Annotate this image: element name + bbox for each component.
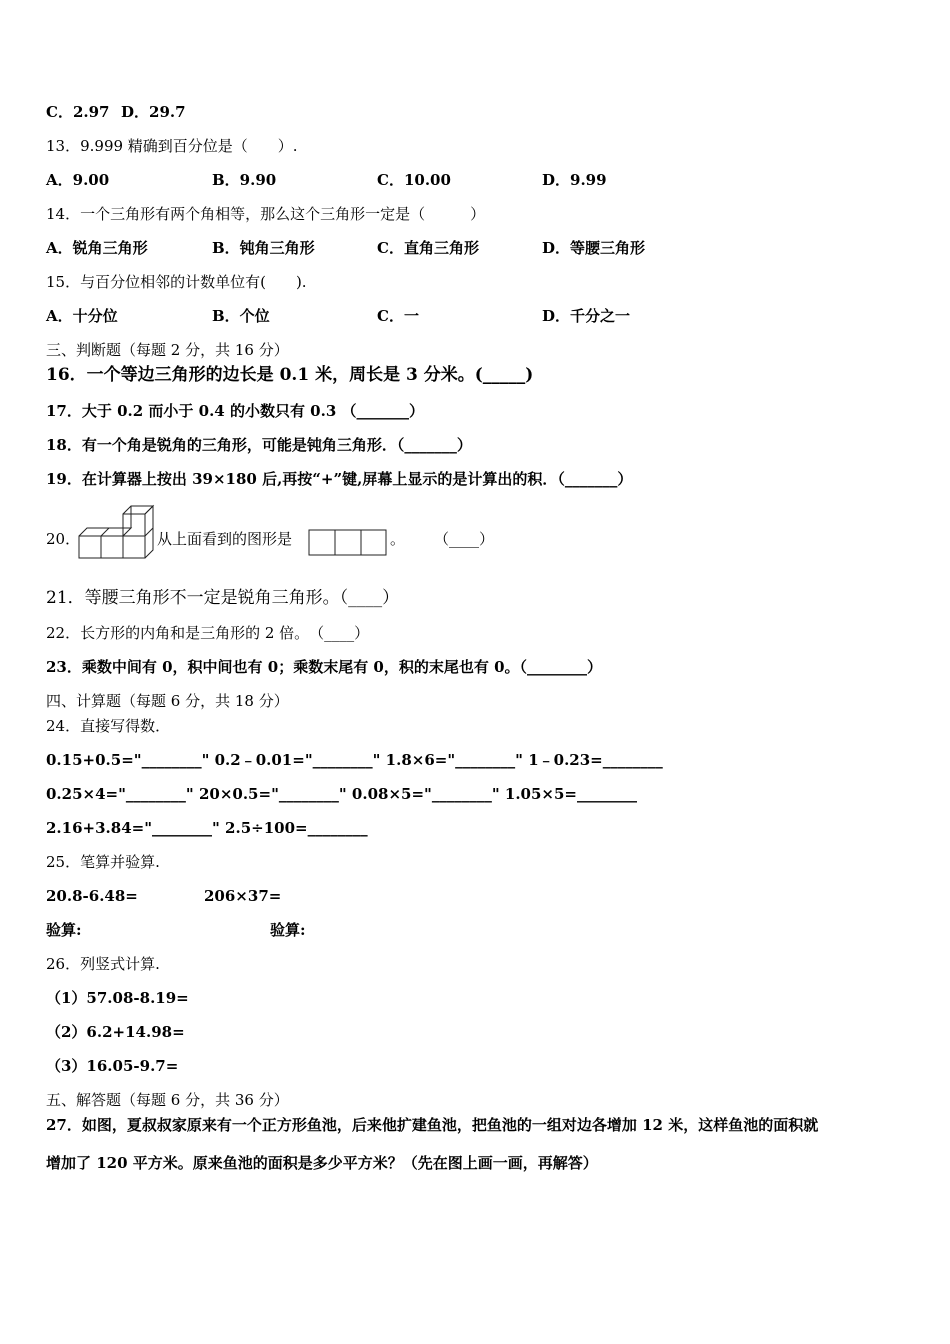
q17: 17．大于 0.2 而小于 0.4 的小数只有 0.3 （_______） [46, 402, 424, 420]
q15-option-c: C．一 [377, 307, 419, 325]
q22: 22．长方形的内角和是三角形的 2 倍。 （____） [46, 624, 370, 642]
q13-stem: 13．9.999 精确到百分位是（ ）. [46, 137, 298, 155]
q14-option-d: D．等腰三角形 [542, 239, 646, 257]
q20-blank: （____） [434, 530, 495, 548]
q15-option-a: A．十分位 [46, 307, 118, 325]
q14-option-c: C．直角三角形 [377, 239, 479, 257]
section-5-title: 五、解答题（每题 6 分，共 36 分） [46, 1091, 289, 1109]
q14-option-b: B．钝角三角形 [212, 239, 315, 257]
q26-part-3: （3）16.05-9.7= [46, 1057, 179, 1075]
q25-check-2: 验算: [270, 921, 306, 939]
q19: 19．在计算器上按出 39×180 后,再按“+”键,屏幕上显示的是计算出的积．（_______） [46, 470, 633, 488]
section-4-title: 四、计算题（每题 6 分，共 18 分） [46, 692, 289, 710]
q13-option-a: A．9.00 [46, 171, 110, 189]
q25-check-1: 验算: [46, 921, 82, 939]
q15-stem: 15．与百分位相邻的计数单位有( ). [46, 273, 307, 291]
q15-option-d: D．千分之一 [542, 307, 631, 325]
q25-expr-1: 20.8-6.48= [46, 887, 138, 905]
q27-line-2: 增加了 120 平方米。原来鱼池的面积是多少平方米？（先在图上画一画，再解答） [46, 1154, 598, 1172]
top-view-figure [308, 529, 388, 557]
q24-row-3: 2.16+3.84="________" 2.5÷100=________ [46, 819, 368, 837]
q13-option-b: B．9.90 [212, 171, 277, 189]
q26-part-2: （2）6.2+14.98= [46, 1023, 185, 1041]
q23: 23．乘数中间有 0，积中间也有 0；乘数末尾有 0，积的末尾也有 0。（________） [46, 658, 603, 676]
q14-stem: 14．一个三角形有两个角相等，那么这个三角形一定是（ ） [46, 205, 486, 223]
q20-text: 从上面看到的图形是 [157, 530, 293, 548]
q25-expr-2: 206×37= [204, 887, 282, 905]
q15-option-b: B．个位 [212, 307, 270, 325]
q25-stem: 25．笔算并验算. [46, 853, 160, 871]
q18: 18．有一个角是锐角的三角形，可能是钝角三角形．（_______） [46, 436, 472, 454]
q12-option-d: D．29.7 [121, 103, 186, 121]
q20-period: 。 [390, 530, 406, 548]
q13-option-c: C．10.00 [377, 171, 451, 189]
q16: 16．一个等边三角形的边长是 0.1 米，周长是 3 分米。(_____) [46, 365, 534, 385]
q26-part-1: （1）57.08-8.19= [46, 989, 189, 1007]
q27-line-1: 27．如图，夏叔叔家原来有一个正方形鱼池，后来他扩建鱼池，把鱼池的一组对边各增加 12 米，这样鱼池的面积就 [46, 1116, 819, 1134]
q14-option-a: A．锐角三角形 [46, 239, 148, 257]
q24-row-2: 0.25×4="________" 20×0.5="________" 0.08×5="________" 1.05×5=________ [46, 785, 637, 803]
q24-stem: 24．直接写得数． [46, 717, 171, 735]
q12-option-c: C．2.97 [46, 103, 110, 121]
q24-row-1: 0.15+0.5="________" 0.2﹣0.01="________" 1.8×6="________" 1﹣0.23=________ [46, 751, 663, 769]
section-3-title: 三、判断题（每题 2 分，共 16 分） [46, 341, 289, 359]
q26-stem: 26．列竖式计算. [46, 955, 160, 973]
q13-option-d: D．9.99 [542, 171, 607, 189]
q20-number: 20． [46, 530, 81, 548]
q21: 21．等腰三角形不一定是锐角三角形。（____） [46, 588, 400, 608]
cube-stack-figure [78, 500, 160, 562]
